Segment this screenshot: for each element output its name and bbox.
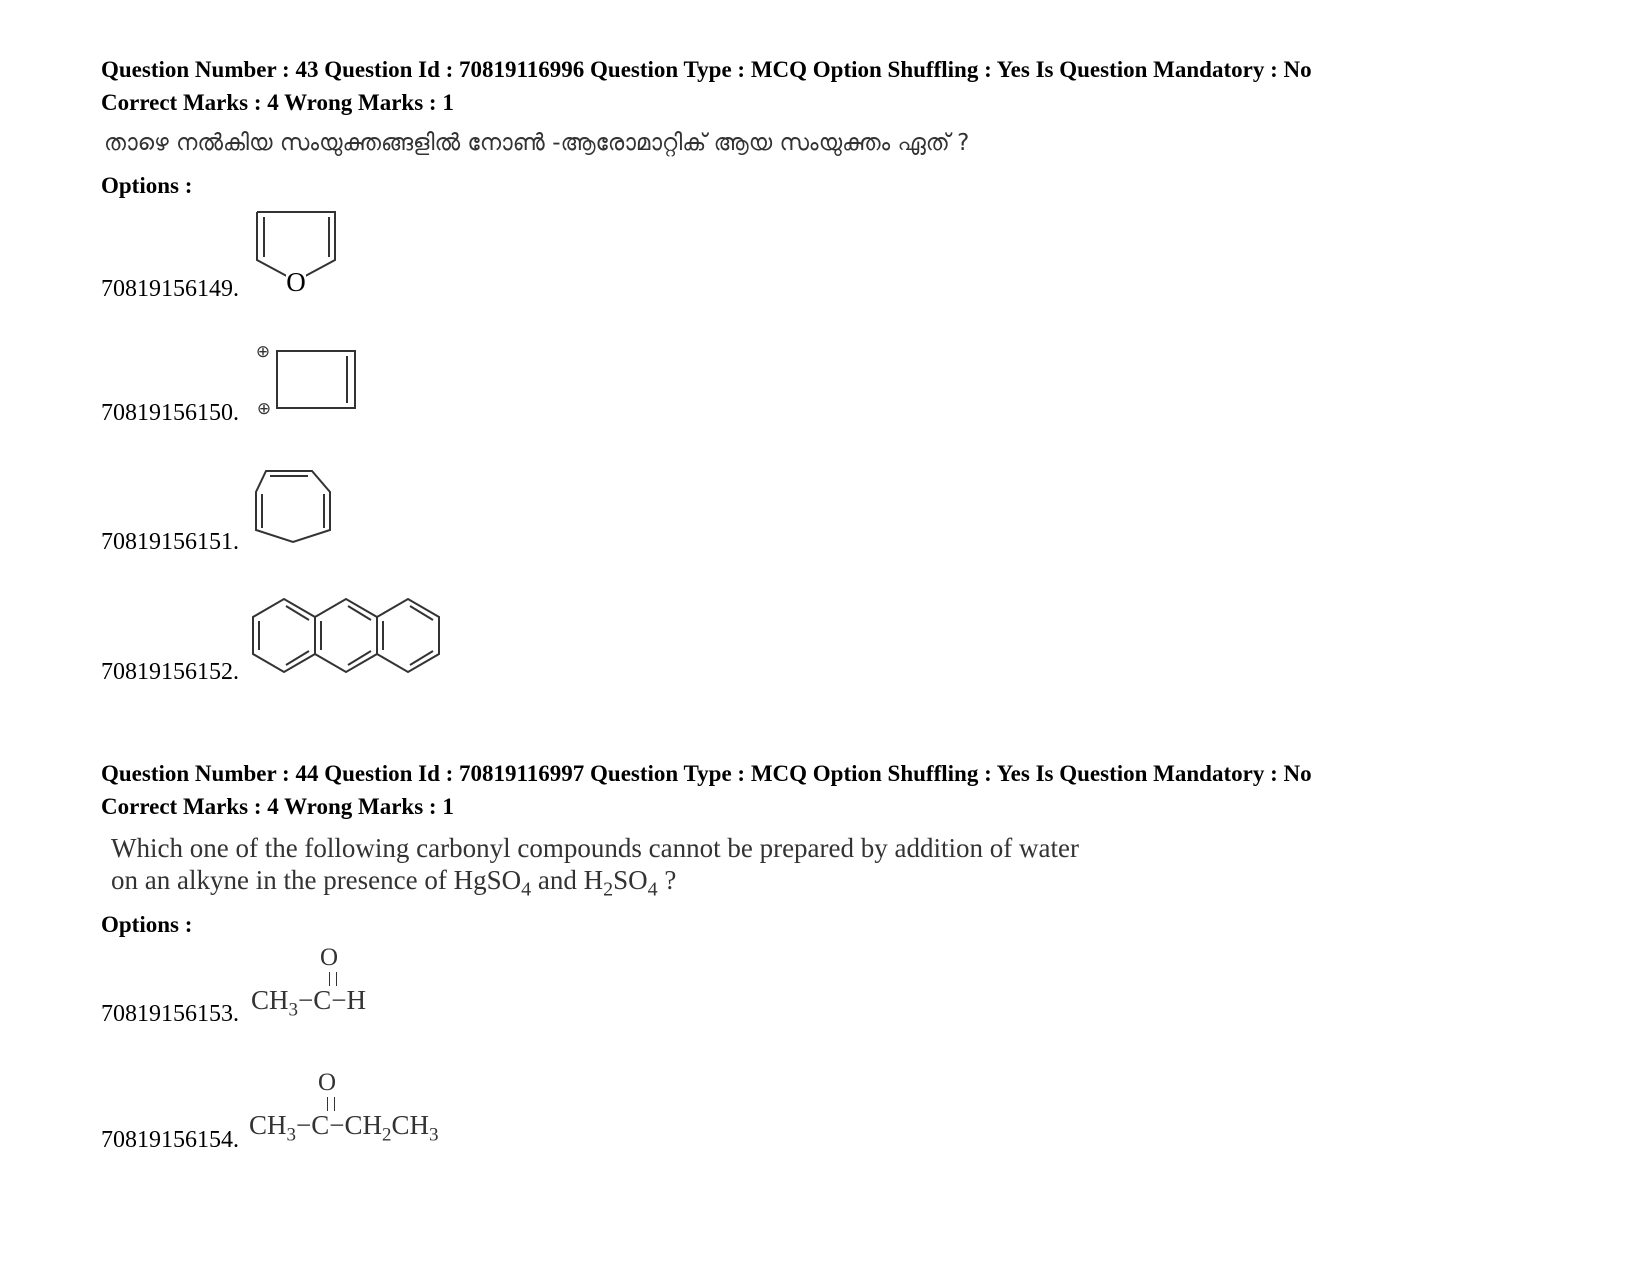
formula-part: −C−CH (296, 1110, 382, 1140)
subscript: 4 (647, 878, 658, 901)
option-id: 70819156153. (101, 1001, 239, 1027)
subscript: 3 (286, 1124, 297, 1146)
furan-structure (250, 205, 350, 300)
anthracene-structure (248, 593, 448, 683)
question-43-text: താഴെ നൽകിയ സംയുക്തങ്ങളിൽ നോൺ -ആരോമാറ്റിക് ആയ സംയുക്തം ഏത് ? (104, 130, 970, 156)
double-bond (329, 972, 337, 986)
oxygen-atom: O (286, 267, 306, 297)
question-44-header: Question Number : 44 Question Id : 70819116997 Question Type : MCQ Option Shuffling : Yes Is Question Mandatory : No (101, 761, 1312, 786)
question-44-marks: Correct Marks : 4 Wrong Marks : 1 (101, 794, 454, 819)
subscript: 3 (288, 999, 299, 1021)
formula-part: CH (251, 985, 289, 1015)
question-text: ? (657, 865, 677, 895)
cycloheptatriene-structure (250, 462, 340, 552)
question-44-text-line2 (111, 864, 676, 905)
option-id: 70819156149. (101, 276, 239, 302)
double-bond (327, 1097, 335, 1111)
question-text: and H (531, 865, 604, 895)
formula-part: CH (391, 1110, 430, 1140)
carbonyl-oxygen: O (320, 944, 339, 971)
option-id: 70819156151. (101, 529, 239, 555)
option-id: 70819156150. (101, 400, 239, 426)
question-44-text-line1: Which one of the following carbonyl compounds cannot be prepared by addition of water (111, 833, 1079, 863)
formula-part: CH (249, 1110, 287, 1140)
question-43-marks: Correct Marks : 4 Wrong Marks : 1 (101, 90, 454, 115)
question-text: SO (486, 865, 522, 895)
question-43-options-label: Options : (101, 173, 193, 198)
question-44-options-label: Options : (101, 912, 193, 937)
option-id: 70819156154. (101, 1127, 239, 1153)
butanone-formula (249, 1110, 439, 1146)
subscript: 3 (429, 1124, 439, 1146)
positive-charge: ⊕ (255, 342, 271, 362)
cyclobutadiene-dication-structure (250, 338, 365, 423)
acetaldehyde-formula (251, 985, 366, 1021)
option-id: 70819156152. (101, 659, 239, 685)
subscript: 2 (603, 878, 614, 901)
question-43-header: Question Number : 43 Question Id : 70819116996 Question Type : MCQ Option Shuffling : Yes Is Question Mandatory : No (101, 57, 1312, 82)
carbonyl-oxygen: O (318, 1069, 337, 1096)
subscript: 2 (382, 1124, 392, 1146)
subscript: 4 (521, 878, 532, 901)
positive-charge: ⊕ (256, 399, 272, 419)
formula-part: −C−H (298, 985, 366, 1015)
question-text: on an alkyne in the presence of Hg (111, 865, 487, 895)
question-text: SO (613, 865, 648, 895)
